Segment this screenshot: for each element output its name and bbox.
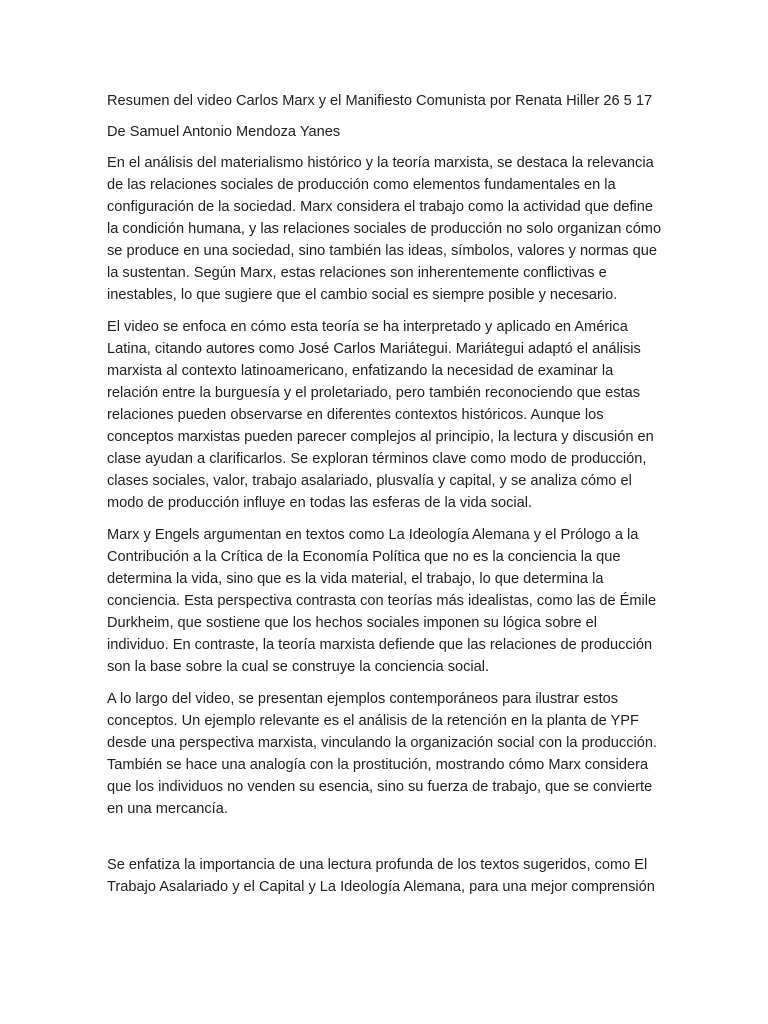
paragraph-3: Marx y Engels argumentan en textos como La Ideología Alemana y el Prólogo a la Contribución a la Crítica de la Economía Política que no es la conciencia la que determina la vida, sino que es la vida material, el trabajo, lo que determina la conciencia. Esta perspectiva contrasta con teorías más idealistas, como las de Émile Durkheim, que sostiene que los hechos sociales imponen su lógica sobre el individuo. En contraste, la teoría marxista defiende que las relaciones de producción son la base sobre la cual se construye la conciencia social. bbox=[107, 527, 657, 675]
document-body bbox=[107, 90, 662, 908]
paragraph-2: El video se enfoca en cómo esta teoría se ha interpretado y aplicado en América Latina, citando autores como José Carlos Mariátegui. Mariátegui adaptó el análisis marxista al contexto latinoamericano, enfatizando la necesidad de examinar la relación entre la burguesía y el proletariado, pero también reconociendo que estas relaciones pueden observarse en diferentes contextos históricos. Aunque los conceptos marxistas pueden parecer complejos al principio, la lectura y discusión en clase ayudan a clarificarlos. Se exploran términos clave como modo de producción, clases sociales, valor, trabajo asalariado, plusvalía y capital, y se analiza cómo el modo de producción influye en todas las esferas de la vida social. bbox=[107, 319, 654, 511]
paragraph-1: En el análisis del materialismo histórico y la teoría marxista, se destaca la relevancia de las relaciones sociales de producción como elementos fundamentales en la configuración de la sociedad. Marx considera el trabajo como la actividad que define la condición humana, y las relaciones sociales de producción no solo organizan cómo se produce en una sociedad, sino también las ideas, símbolos, valores y normas que la sustentan. Según Marx, estas relaciones son inherentemente conflictivas e inestables, lo que sugiere que el cambio social es siempre posible y necesario. bbox=[107, 155, 662, 303]
paragraph-5: Se enfatiza la importancia de una lectura profunda de los textos sugeridos, como El Trabajo Asalariado y el Capital y La Ideología Alemana, para una mejor comprensión bbox=[107, 857, 655, 895]
document-author: De Samuel Antonio Mendoza Yanes bbox=[107, 124, 341, 140]
paragraph-4: A lo largo del video, se presentan ejemplos contemporáneos para ilustrar estos conceptos. Un ejemplo relevante es el análisis de la retención en la planta de YPF desde una perspectiva marxista, vinculando la organización social con la producción. También se hace una analogía con la prostitución, mostrando cómo Marx considera que los individuos no venden su esencia, sino su fuerza de trabajo, que se convierte en una mercancía. bbox=[107, 691, 658, 817]
document-title: Resumen del video Carlos Marx y el Manifiesto Comunista por Renata Hiller 26 5 17 bbox=[107, 93, 653, 109]
